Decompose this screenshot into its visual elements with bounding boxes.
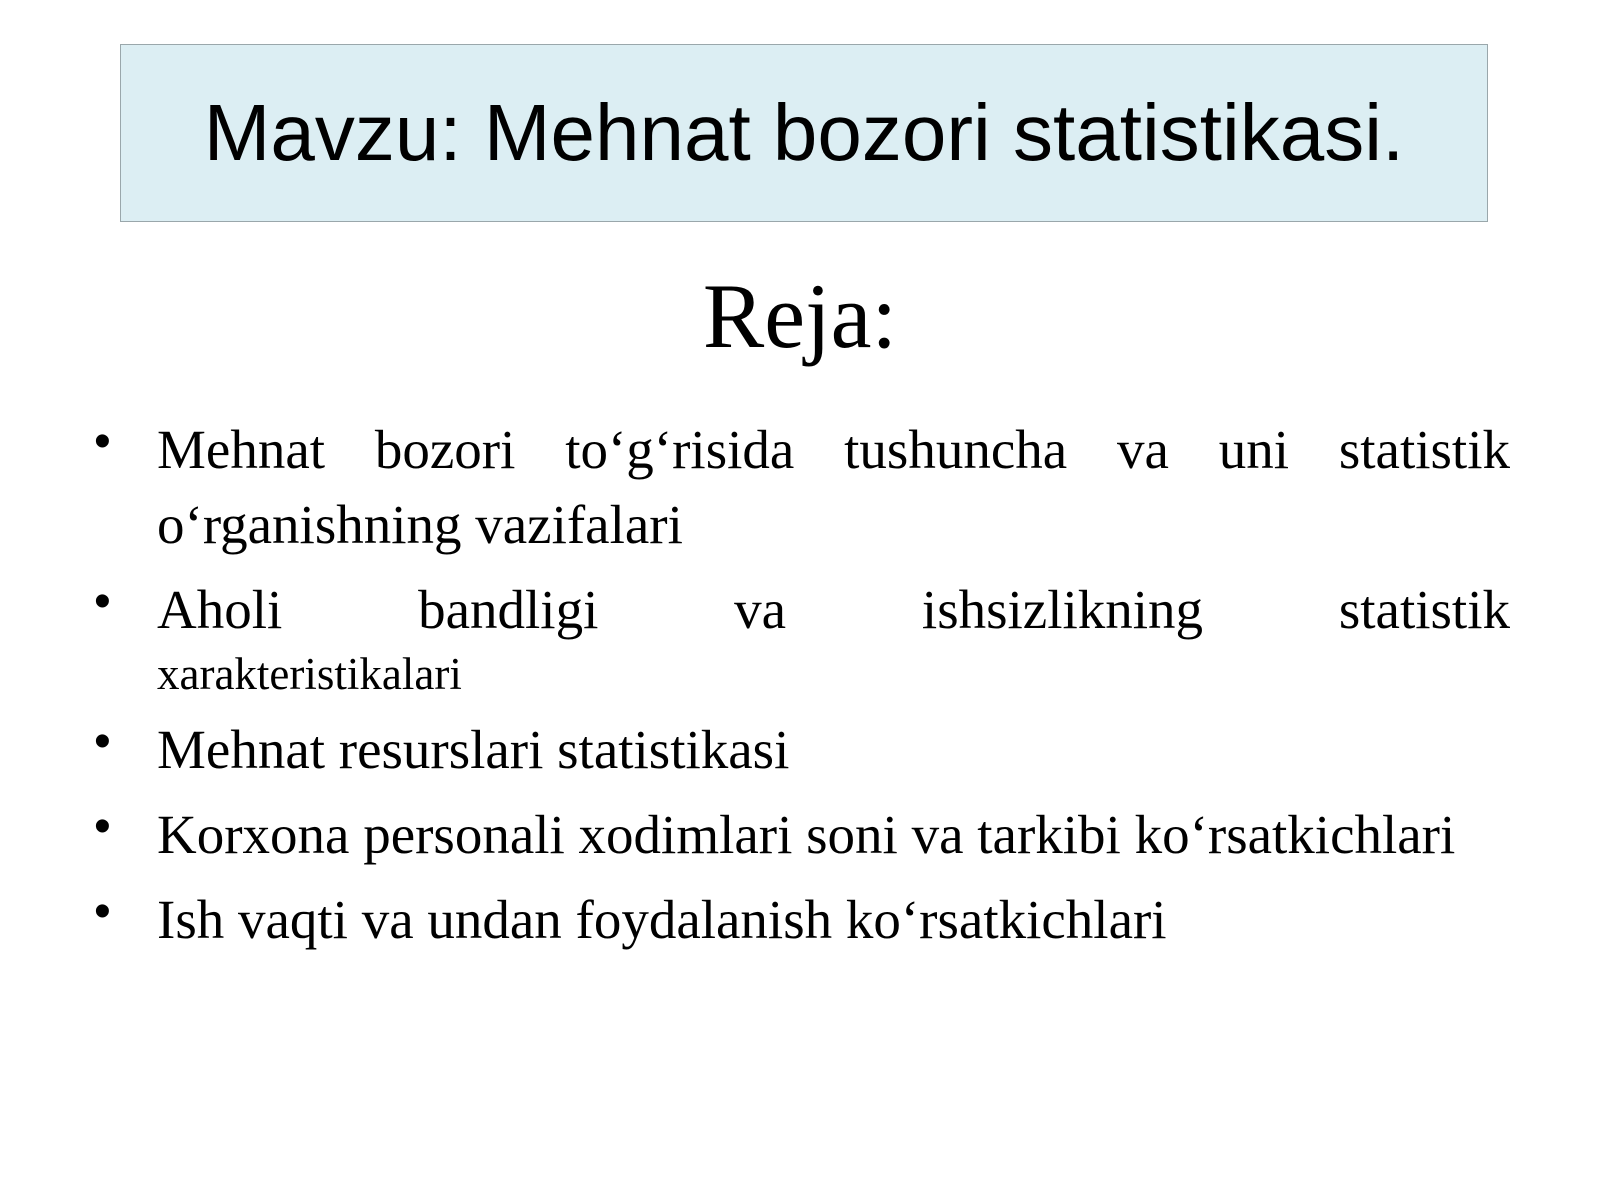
bullet-icon: • xyxy=(94,575,111,628)
list-item xyxy=(90,412,1510,562)
list-item-text: Mehnat bozori to‘g‘risida tushuncha va uni statistik o‘rganishning vazifalari xyxy=(157,419,1510,555)
plan-heading: Reja: xyxy=(702,265,898,367)
list-item xyxy=(90,572,1510,702)
list-item-text: Ish vaqti va undan foydalanish ko‘rsatkichlari xyxy=(157,889,1167,950)
list-item xyxy=(90,882,1510,957)
list-item xyxy=(90,797,1510,872)
bullet-icon: • xyxy=(94,800,111,853)
title-box xyxy=(120,44,1488,222)
plan-list xyxy=(90,412,1510,967)
list-item-text: Korxona personali xodimlari soni va tarkibi ko‘rsatkichlari xyxy=(157,804,1456,865)
bullet-icon: • xyxy=(94,715,111,768)
bullet-icon: • xyxy=(94,415,111,468)
bullet-icon: • xyxy=(94,885,111,938)
list-item xyxy=(90,712,1510,787)
list-item-text: Mehnat resurslari statistikasi xyxy=(157,719,790,780)
list-item-text: Aholi bandligi va ishsizlikning statistik xyxy=(157,579,1510,640)
list-item-continuation: xarakteristikalari xyxy=(157,649,462,699)
slide-title: Mavzu: Mehnat bozori statistikasi. xyxy=(203,88,1405,177)
